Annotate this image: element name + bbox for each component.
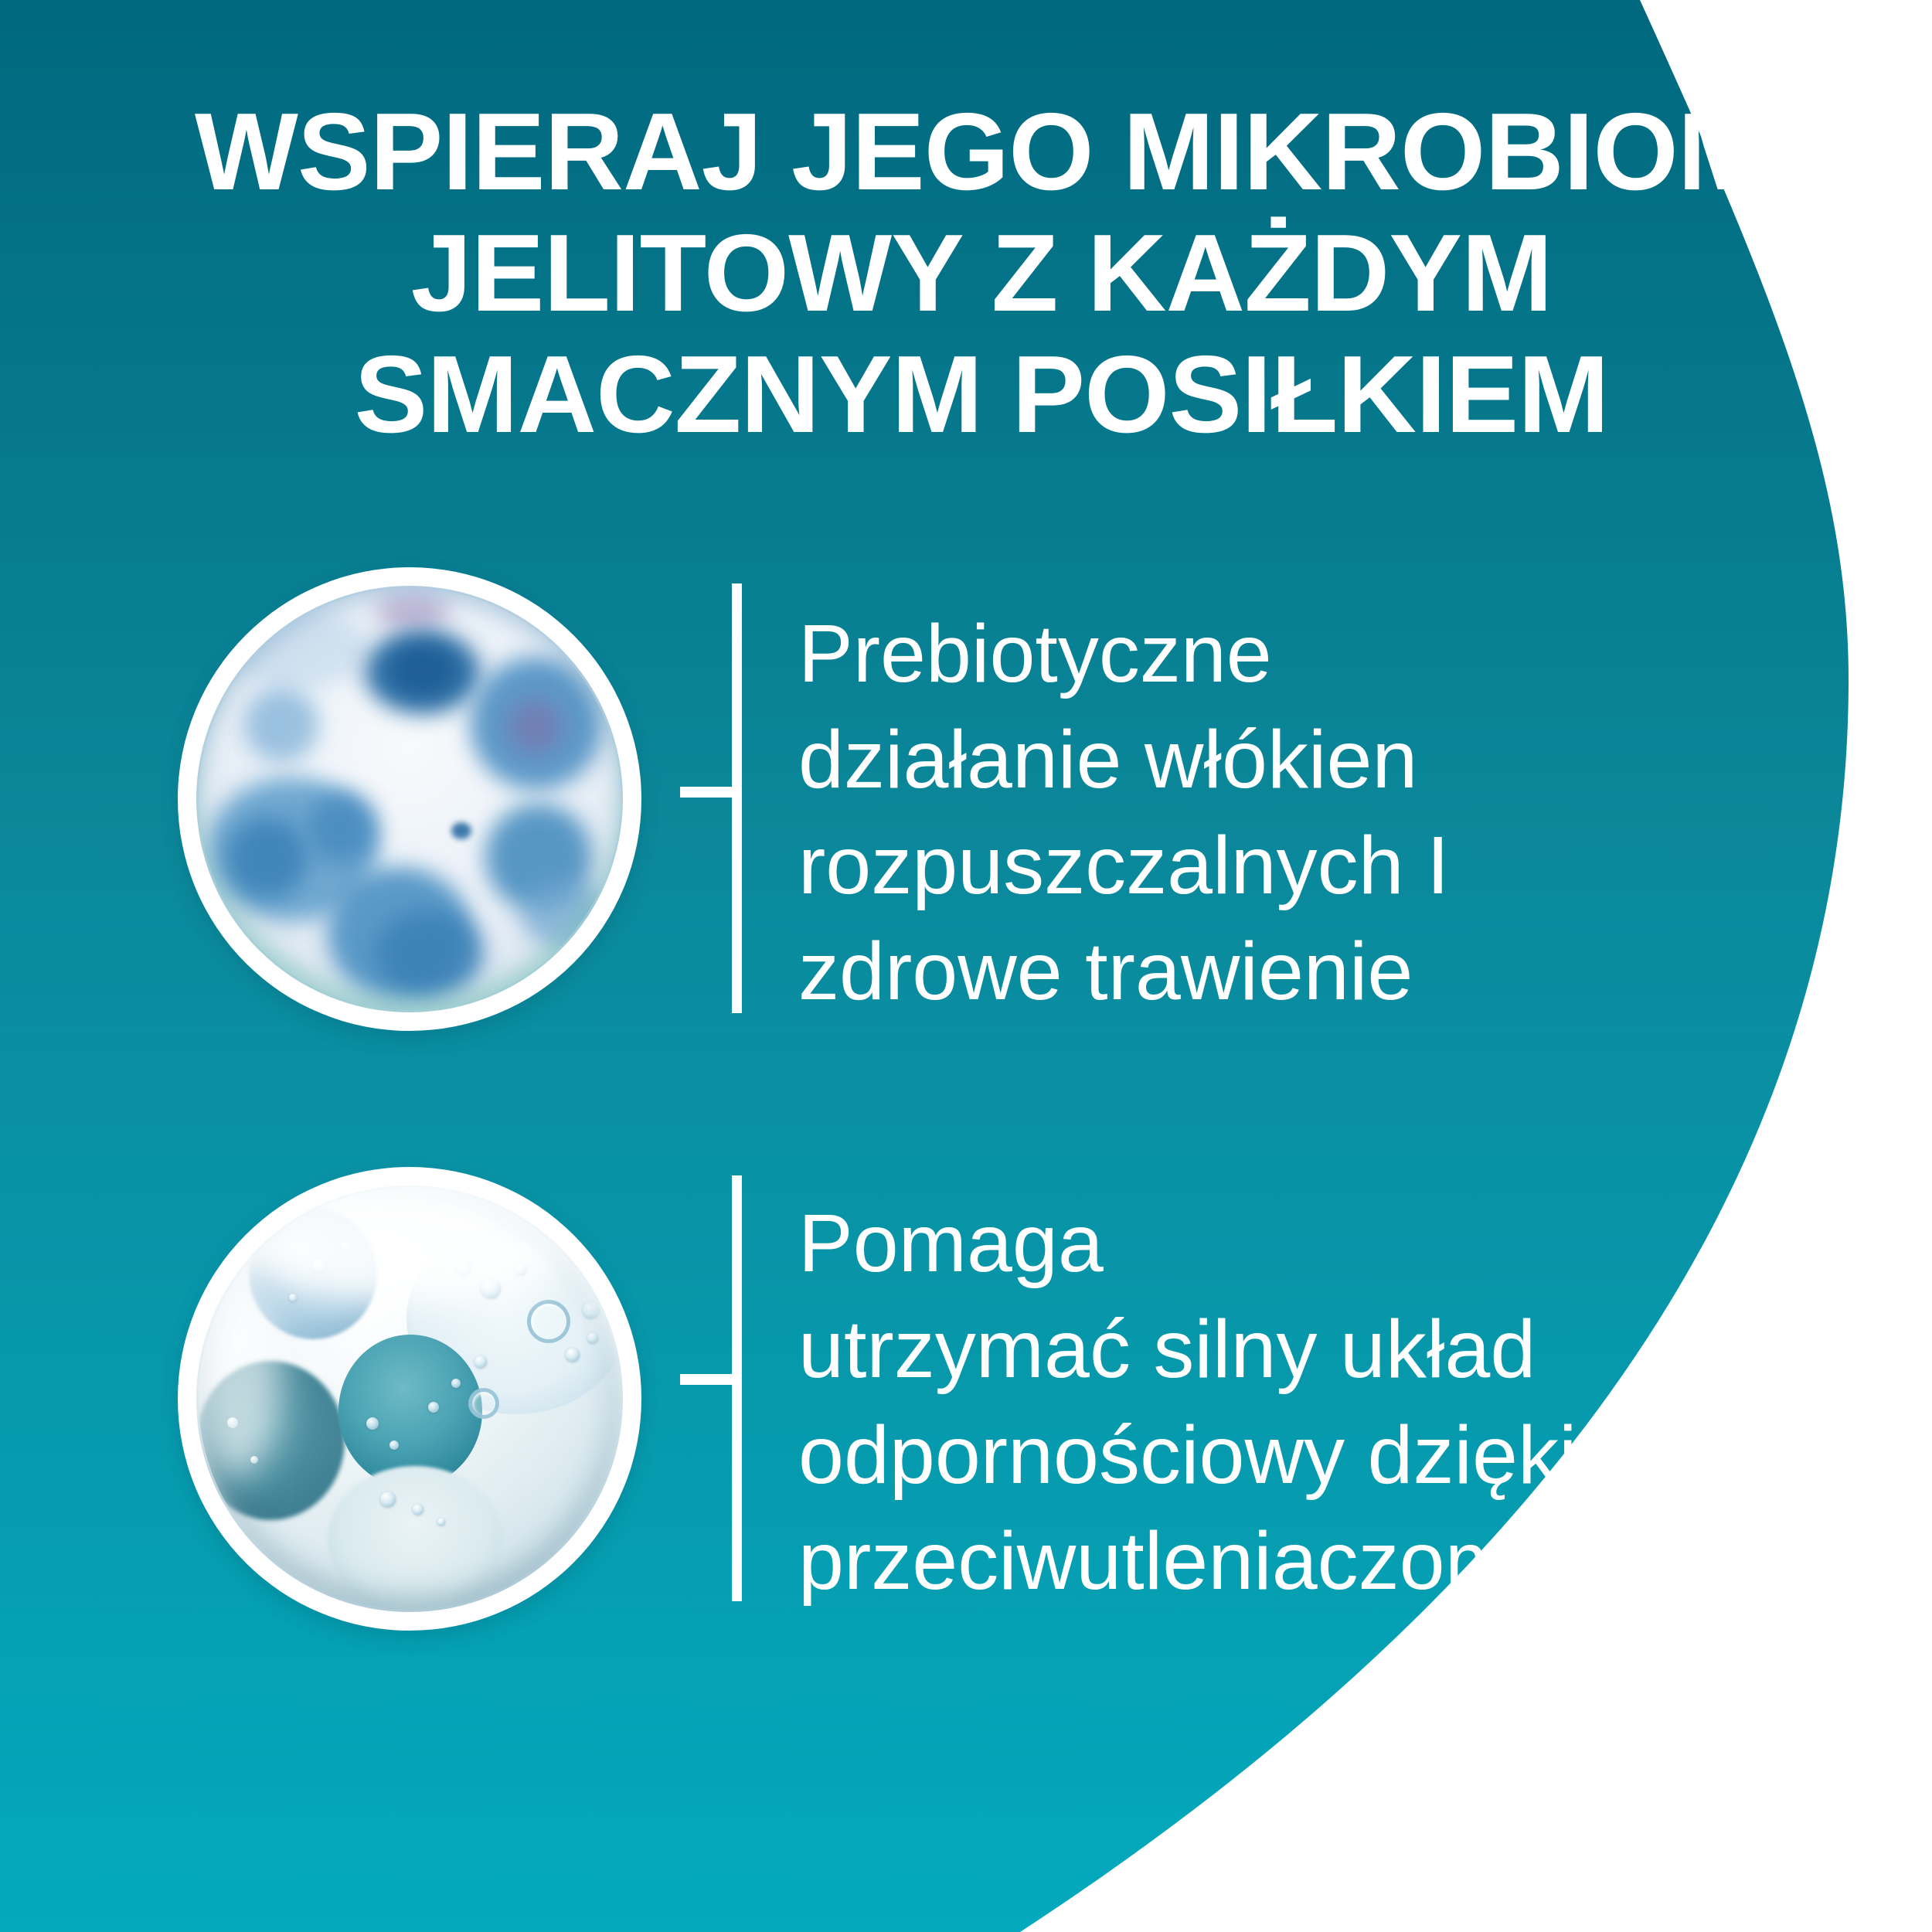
feature-text-line: działanie włókien bbox=[798, 714, 1418, 805]
feature-text-prebiotic bbox=[798, 601, 1449, 1025]
separator-tick-1 bbox=[680, 787, 736, 798]
feature-photo-prebiotic bbox=[178, 567, 641, 1031]
page-title bbox=[15, 91, 1932, 455]
feature-text-line: Prebiotyczne bbox=[798, 608, 1272, 699]
feature-text-antioxidant bbox=[798, 1191, 1577, 1614]
feature-text-line: utrzymać silny układ bbox=[798, 1304, 1536, 1395]
petri-dish-rim bbox=[196, 586, 623, 1012]
feature-text-line: zdrowe trawienie bbox=[798, 926, 1413, 1017]
separator-line-1 bbox=[732, 583, 742, 1013]
petri-dish-photo bbox=[196, 586, 623, 1012]
title-line-2: JELITOWY Z KAŻDYM bbox=[410, 212, 1553, 335]
feature-text-line: przeciwutleniaczom bbox=[798, 1515, 1513, 1607]
feature-text-line: odpornościowy dzięki bbox=[798, 1410, 1577, 1501]
separator-tick-2 bbox=[680, 1374, 736, 1385]
feature-text-line: Pomaga bbox=[798, 1198, 1104, 1289]
separator-line-2 bbox=[732, 1175, 742, 1601]
feature-text-line: rozpuszczalnych I bbox=[798, 820, 1450, 911]
glass-rim bbox=[196, 1185, 623, 1612]
feature-photo-antioxidant bbox=[178, 1167, 641, 1631]
title-line-1: WSPIERAJ JEGO MIKROBIOM bbox=[194, 90, 1769, 213]
bubbles-photo bbox=[196, 1185, 623, 1612]
title-line-3: SMACZNYM POSIŁKIEM bbox=[354, 333, 1609, 456]
